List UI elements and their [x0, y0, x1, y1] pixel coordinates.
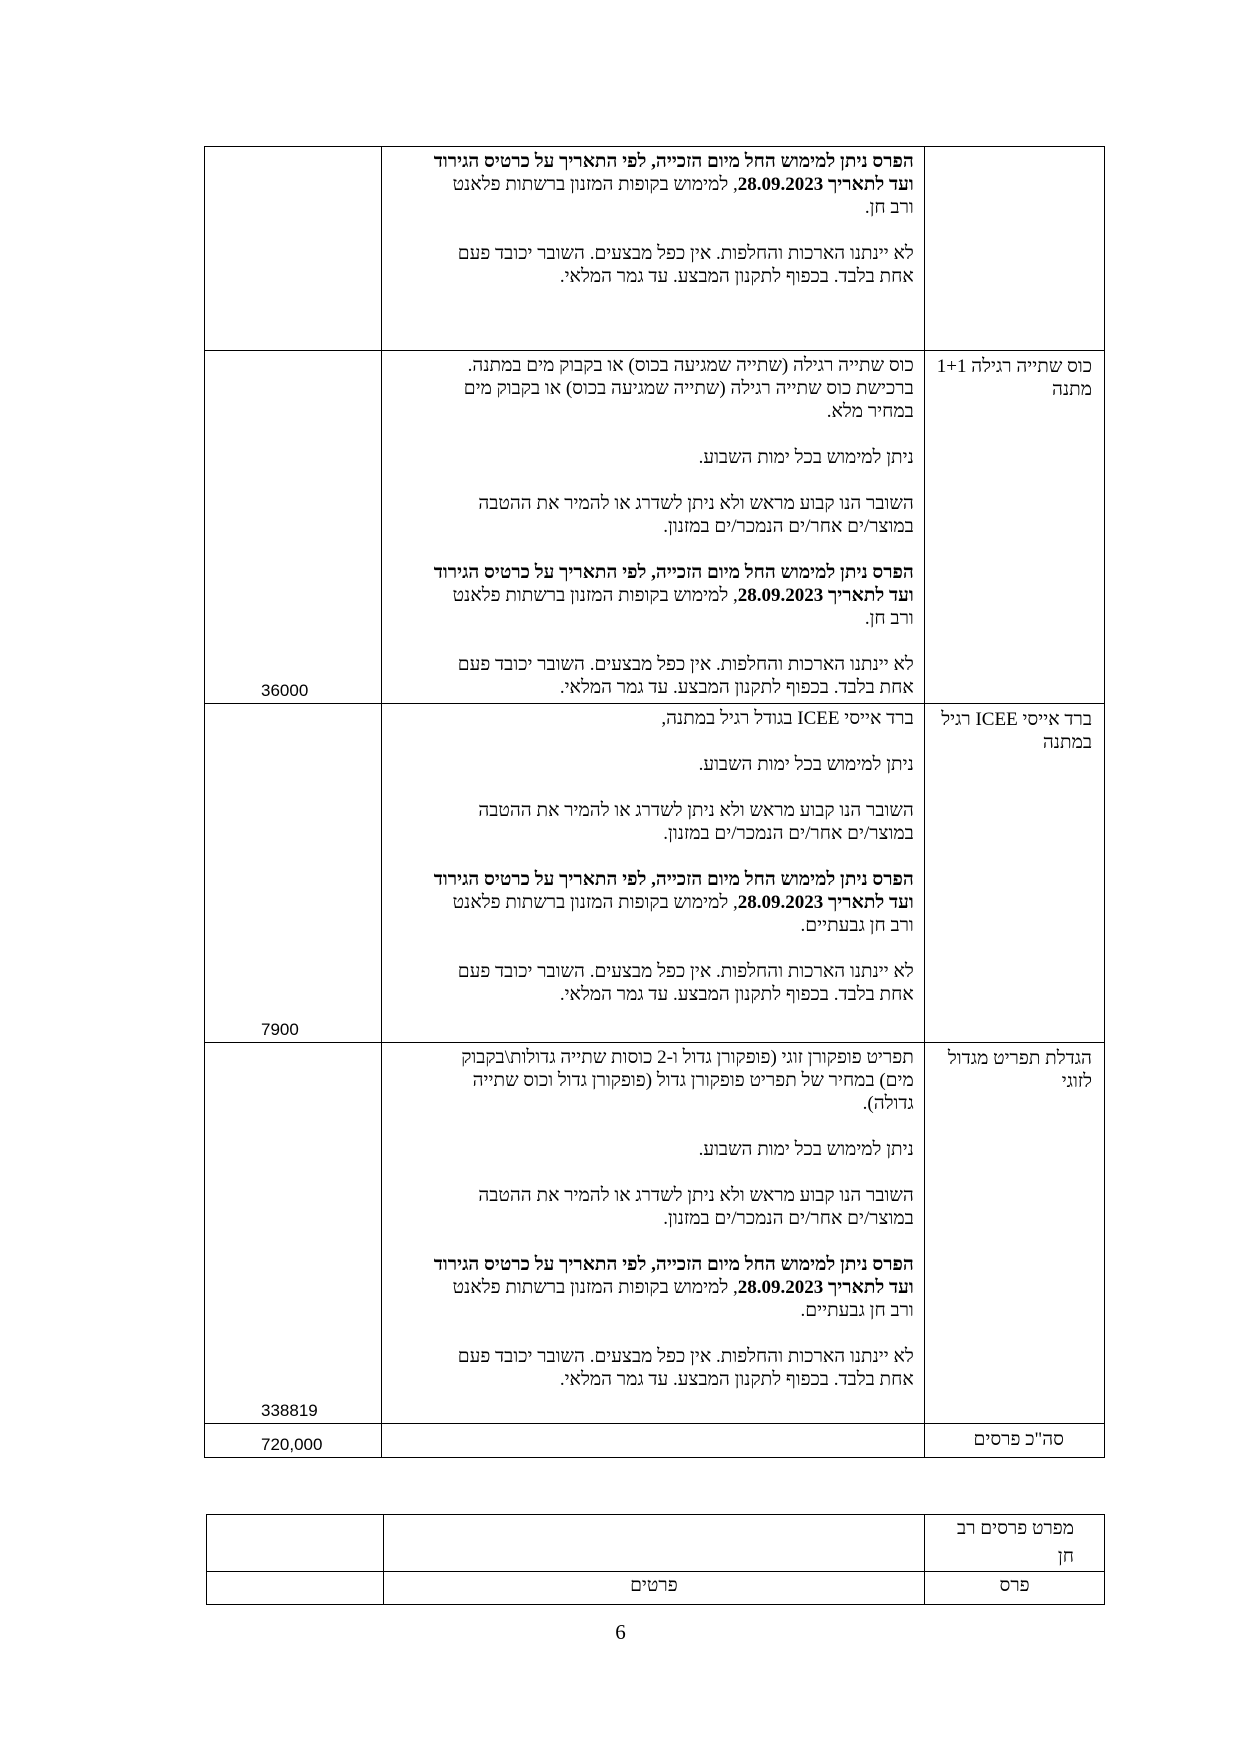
detail-text: לא יינתנו הארכות והחלפות. אין כפל מבצעים. השובר יכובד פעם אחת בלבד. בכפוף לתקנון המבצע. עד גמר המלאי.: [457, 961, 914, 1005]
total-details: [381, 1424, 924, 1458]
empty-cell: [383, 1515, 925, 1572]
quantity-cell: [205, 1043, 382, 1424]
rav-chen-prizes-table: [206, 1514, 1105, 1605]
prize-details-cell: [381, 704, 924, 1043]
detail-paragraph: [426, 799, 914, 845]
quantity-value: 7900: [261, 1020, 299, 1039]
detail-text: תפריט פופקורן זוגי (פופקורן גדול ו-2 כוסות שתייה גדולות\בקבוק מים) במחיר של תפריט פופקורן גדול (פופקורן גדול וכוס שתייה גדולה).: [461, 1047, 914, 1114]
prize-details-cell: [381, 147, 924, 351]
prize-details-cell: [381, 1043, 924, 1424]
detail-paragraph: [426, 242, 914, 288]
table-row: [205, 147, 1105, 351]
bold-text: הפרס ניתן למימוש החל מיום הזכייה, לפי התאריך על כרטיס הגירוד ועד לתאריך 28.09.2023: [433, 869, 914, 913]
detail-paragraph: [426, 1253, 914, 1322]
prize-details-cell: [381, 351, 924, 704]
prize-name-cell: [924, 147, 1104, 351]
prize-name-cell: ברד אייסי ICEE רגיל במתנה: [924, 704, 1104, 1043]
quantity-cell: [205, 147, 382, 351]
empty-cell: [207, 1515, 384, 1572]
detail-text: ניתן למימוש בכל ימות השבוע.: [698, 447, 914, 468]
detail-text: לא יינתנו הארכות והחלפות. אין כפל מבצעים. השובר יכובד פעם אחת בלבד. בכפוף לתקנון המבצע. עד גמר המלאי.: [457, 1346, 914, 1390]
detail-paragraph: [426, 446, 914, 469]
detail-paragraph: [426, 960, 914, 1006]
detail-text: ברד אייסי ICEE בגודל רגיל במתנה,: [661, 708, 914, 729]
prize-name-cell: כוס שתייה רגילה 1+1 מתנה: [924, 351, 1104, 704]
total-row: [205, 1424, 1105, 1458]
quantity-value: 338819: [261, 1401, 318, 1420]
detail-paragraph: [426, 753, 914, 776]
detail-paragraph: [426, 1046, 914, 1115]
detail-text: , למימוש בקופות המזנון ברשתות פלאנט ורב חן גבעתיים.: [452, 892, 914, 936]
detail-text: , למימוש בקופות המזנון ברשתות פלאנט ורב חן.: [452, 585, 914, 629]
detail-text: השובר הנו קבוע מראש ולא ניתן לשדרג או להמיר את ההטבה במוצר/ים אחר/ים הנמכר/ים במזנון.: [478, 1185, 914, 1229]
prize-name-cell: הגדלת תפריט מגדול לזוגי: [924, 1043, 1104, 1424]
detail-text: השובר הנו קבוע מראש ולא ניתן לשדרג או להמיר את ההטבה במוצר/ים אחר/ים הנמכר/ים במזנון.: [478, 493, 914, 537]
detail-paragraph: [426, 1138, 914, 1161]
detail-paragraph: [426, 1184, 914, 1230]
total-value-cell: [205, 1424, 382, 1458]
total-value: 720,000: [261, 1435, 323, 1454]
detail-paragraph: [426, 492, 914, 538]
bold-text: הפרס ניתן למימוש החל מיום הזכייה, לפי התאריך על כרטיס הגירוד ועד לתאריך 28.09.2023: [433, 151, 914, 195]
quantity-cell: [205, 704, 382, 1043]
empty-cell: [207, 1572, 384, 1605]
prizes-table: [204, 146, 1105, 1458]
detail-paragraph: [426, 868, 914, 937]
table-row: [207, 1515, 1105, 1572]
total-label: סה"כ פרסים: [924, 1424, 1104, 1458]
header-details: פרטים: [383, 1572, 925, 1605]
table-row: [205, 351, 1105, 704]
detail-text: , למימוש בקופות המזנון ברשתות פלאנט ורב חן.: [452, 174, 914, 218]
quantity-cell: [205, 351, 382, 704]
bold-text: הפרס ניתן למימוש החל מיום הזכייה, לפי התאריך על כרטיס הגירוד ועד לתאריך 28.09.2023: [433, 562, 914, 606]
detail-paragraph: [426, 354, 914, 423]
detail-paragraph: [426, 1345, 914, 1391]
page-number: 6: [615, 1620, 626, 1644]
detail-paragraph: [426, 561, 914, 630]
table-row: [205, 1043, 1105, 1424]
table-row: [207, 1572, 1105, 1605]
detail-paragraph: [426, 707, 914, 730]
detail-text: , למימוש בקופות המזנון ברשתות פלאנט ורב חן גבעתיים.: [452, 1277, 914, 1321]
header-prize: פרס: [925, 1572, 1105, 1605]
detail-text: לא יינתנו הארכות והחלפות. אין כפל מבצעים. השובר יכובד פעם אחת בלבד. בכפוף לתקנון המבצע. עד גמר המלאי.: [457, 654, 914, 698]
detail-text: לא יינתנו הארכות והחלפות. אין כפל מבצעים. השובר יכובד פעם אחת בלבד. בכפוף לתקנון המבצע. עד גמר המלאי.: [457, 243, 914, 287]
detail-text: כוס שתייה רגילה (שתייה שמגיעה בכוס) או בקבוק מים במתנה. ברכישת כוס שתייה רגילה (שתייה שמגיעה בכוס) או בקבוק מים במחיר מלא.: [463, 355, 914, 422]
detail-paragraph: [426, 150, 914, 219]
detail-text: השובר הנו קבוע מראש ולא ניתן לשדרג או להמיר את ההטבה במוצר/ים אחר/ים הנמכר/ים במזנון.: [478, 800, 914, 844]
quantity-value: 36000: [261, 681, 309, 700]
bold-text: הפרס ניתן למימוש החל מיום הזכייה, לפי התאריך על כרטיס הגירוד ועד לתאריך 28.09.2023: [433, 1254, 914, 1298]
section-title: מפרט פרסים רב חן: [925, 1515, 1105, 1572]
detail-text: ניתן למימוש בכל ימות השבוע.: [698, 1139, 914, 1160]
detail-paragraph: [426, 653, 914, 699]
detail-text: ניתן למימוש בכל ימות השבוע.: [698, 754, 914, 775]
table-row: [205, 704, 1105, 1043]
